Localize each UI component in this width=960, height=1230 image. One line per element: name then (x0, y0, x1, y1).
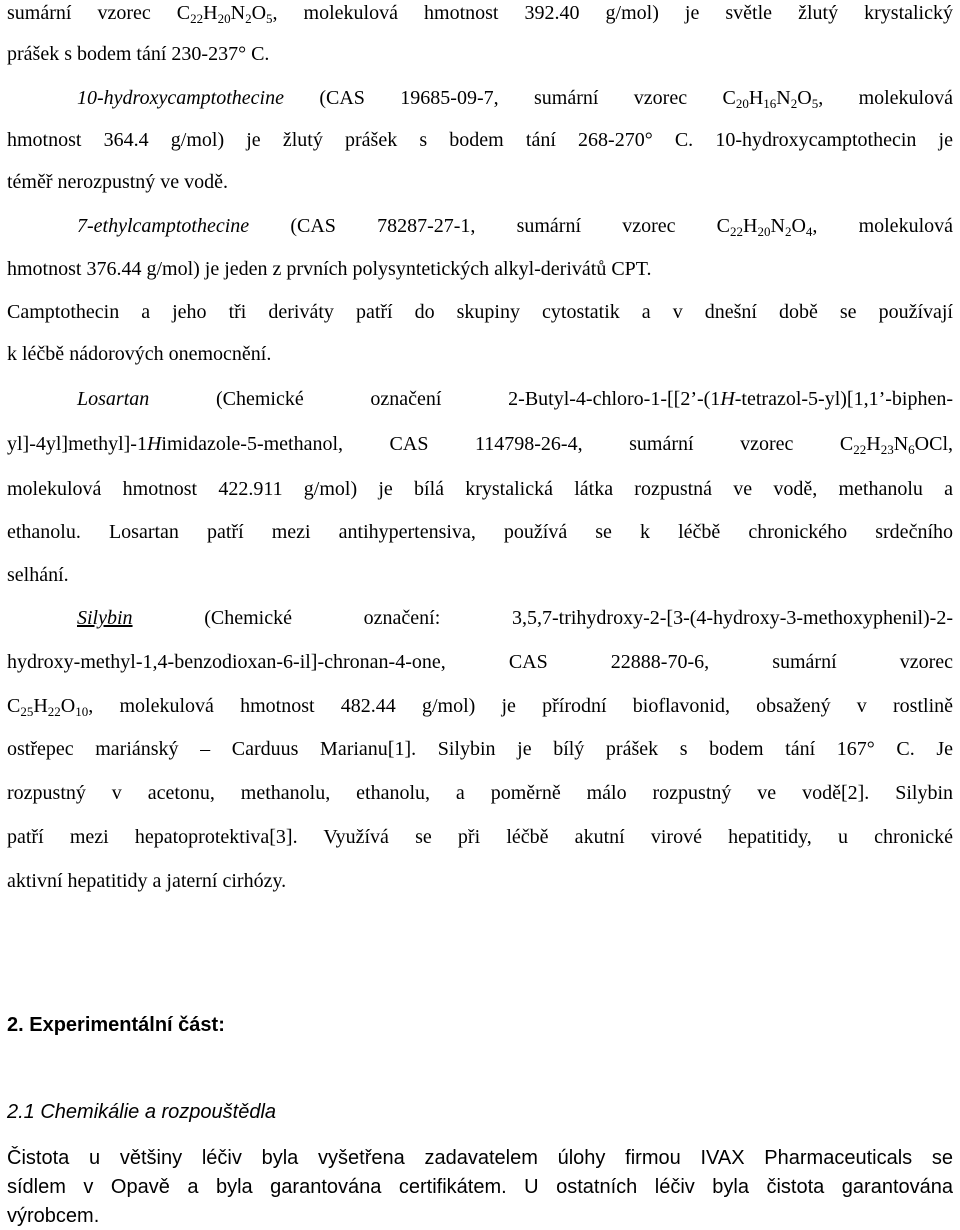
text-line: aktivní hepatitidy a jaterní cirhózy. (7, 870, 287, 892)
text-line: Camptothecin a jeho tři deriváty patří do skupiny cytostatik a v dnešní době se používají (7, 301, 953, 323)
text-line: Silybin (Chemické označení: 3,5,7-trihydroxy-2-[3-(4-hydroxy-3-methoxyphenil)-2- (77, 607, 953, 629)
text-line: Čistota u většiny léčiv byla vyšetřena zadavatelem úlohy firmou IVAX Pharmaceuticals se (7, 1147, 953, 1169)
text-line: sídlem v Opavě a byla garantována certifikátem. U ostatních léčiv byla čistota garantována (7, 1176, 953, 1198)
text-line: výrobcem. (7, 1205, 100, 1227)
text-line: hmotnost 364.4 g/mol) je žlutý prášek s bodem tání 268-270° C. 10-hydroxycamptothecin je (7, 129, 953, 151)
text-line: patří mezi hepatoprotektiva[3]. Využívá se při léčbě akutní virové hepatitidy, u chronické (7, 826, 953, 848)
text-line: yl]-4yl]methyl]-1Himidazole-5-methanol, CAS 114798-26-4, sumární vzorec $C_{22}H_{23}N_6OCl$, (7, 433, 953, 457)
section-heading: 2. Experimentální část: (7, 1014, 225, 1036)
text-line: téměř nerozpustný ve vodě. (7, 171, 229, 193)
text-line: hmotnost 376.44 g/mol) je jeden z prvních polysyntetických alkyl-derivátů CPT. (7, 258, 652, 280)
text-line: rozpustný v acetonu, methanolu, ethanolu, a poměrně málo rozpustný ve vodě[2]. Silybin (7, 782, 953, 804)
text-line: $C_{25}H_{22}O_{10}$, molekulová hmotnost 482.44 g/mol) je přírodní bioflavonid, obsažený v rostlině (7, 695, 953, 719)
subsection-heading: 2.1 Chemikálie a rozpouštědla (7, 1101, 277, 1123)
text-line: 7-ethylcamptothecine (CAS 78287-27-1, sumární vzorec $C_{22}H_{20}N_2O_4$, molekulová (77, 215, 953, 239)
text-line: ethanolu. Losartan patří mezi antihypertensiva, používá se k léčbě chronického srdečního (7, 521, 953, 543)
text-line: Losartan (Chemické označení 2-Butyl-4-chloro-1-[[2’-(1H-tetrazol-5-yl)[1,1’-biphen- (77, 388, 953, 410)
text-line: ostřepec mariánský – Carduus Marianu[1]. Silybin je bílý prášek s bodem tání 167° C. Je (7, 738, 953, 760)
text-line: sumární vzorec $C_{22}H_{20}N_2O_5$, molekulová hmotnost 392.40 g/mol) je světle žlutý krystalický (7, 2, 953, 26)
text-line: 10-hydroxycamptothecine (CAS 19685-09-7, sumární vzorec $C_{20}H_{16}N_2O_5$, molekulová (77, 87, 953, 111)
document-page (7, 0, 953, 1230)
text-line: hydroxy-methyl-1,4-benzodioxan-6-il]-chronan-4-one, CAS 22888-70-6, sumární vzorec (7, 651, 953, 673)
text-line: k léčbě nádorových onemocnění. (7, 343, 272, 365)
text-line: prášek s bodem tání 230-237° C. (7, 43, 270, 65)
text-line: molekulová hmotnost 422.911 g/mol) je bílá krystalická látka rozpustná ve vodě, methanolu a (7, 478, 953, 500)
text-line: selhání. (7, 564, 69, 586)
